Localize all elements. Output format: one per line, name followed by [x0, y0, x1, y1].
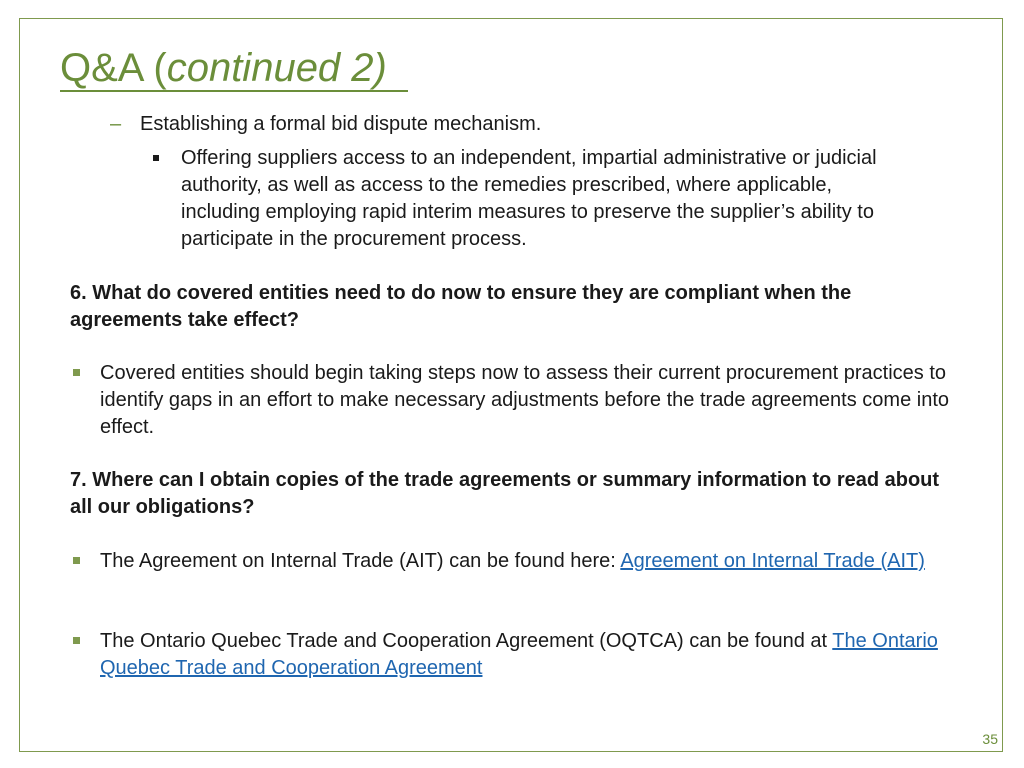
title-italic: continued 2) [166, 46, 387, 90]
answer-7b-text-wrap [100, 628, 950, 682]
answer-7b [70, 628, 950, 682]
answer-7b-text: The Ontario Quebec Trade and Cooperation Agreement (OQTCA) can be found at [100, 630, 833, 652]
answer-7a-text-wrap [100, 548, 950, 575]
square-bullet-icon [153, 155, 159, 161]
square-bullet-icon [73, 369, 80, 376]
page-number: 35 [982, 731, 998, 747]
title-main: Q&A ( [60, 46, 167, 90]
answer-6-text: Covered entities should begin taking steps now to assess their current procurement practices to identify gaps in an effort to make necessary adjustments before the trade agreements come into effect. [100, 362, 949, 438]
sub-item-text: Establishing a formal bid dispute mechanism. [140, 113, 542, 135]
dash-bullet: – [110, 113, 122, 135]
ait-link[interactable]: Agreement on Internal Trade (AIT) [620, 550, 925, 572]
square-bullet-icon [73, 557, 80, 564]
oqtca-link[interactable]: The Ontario Quebec Trade and Cooperation Agreement [100, 630, 938, 679]
answer-7a-text: The Agreement on Internal Trade (AIT) can be found here: [100, 550, 621, 572]
sub-sub-item-text: Offering suppliers access to an independent, impartial administrative or judicial authority, as well as access to the remedies prescribed, where applicable, including employing rapid interim measures to preserve the supplier’s ability to participate in the procurement process. [181, 147, 877, 250]
sub-item [110, 111, 541, 137]
square-bullet-icon [73, 637, 80, 644]
answer-6 [70, 360, 950, 441]
slide-title [60, 44, 387, 92]
question-6: 6. What do covered entities need to do now to ensure they are compliant when the agreements take effect? [70, 282, 852, 331]
sub-sub-item [153, 145, 913, 253]
title-underline [60, 90, 408, 92]
answer-7a [70, 548, 950, 575]
question-7: 7. Where can I obtain copies of the trade agreements or summary information to read about all our obligations? [70, 469, 940, 518]
